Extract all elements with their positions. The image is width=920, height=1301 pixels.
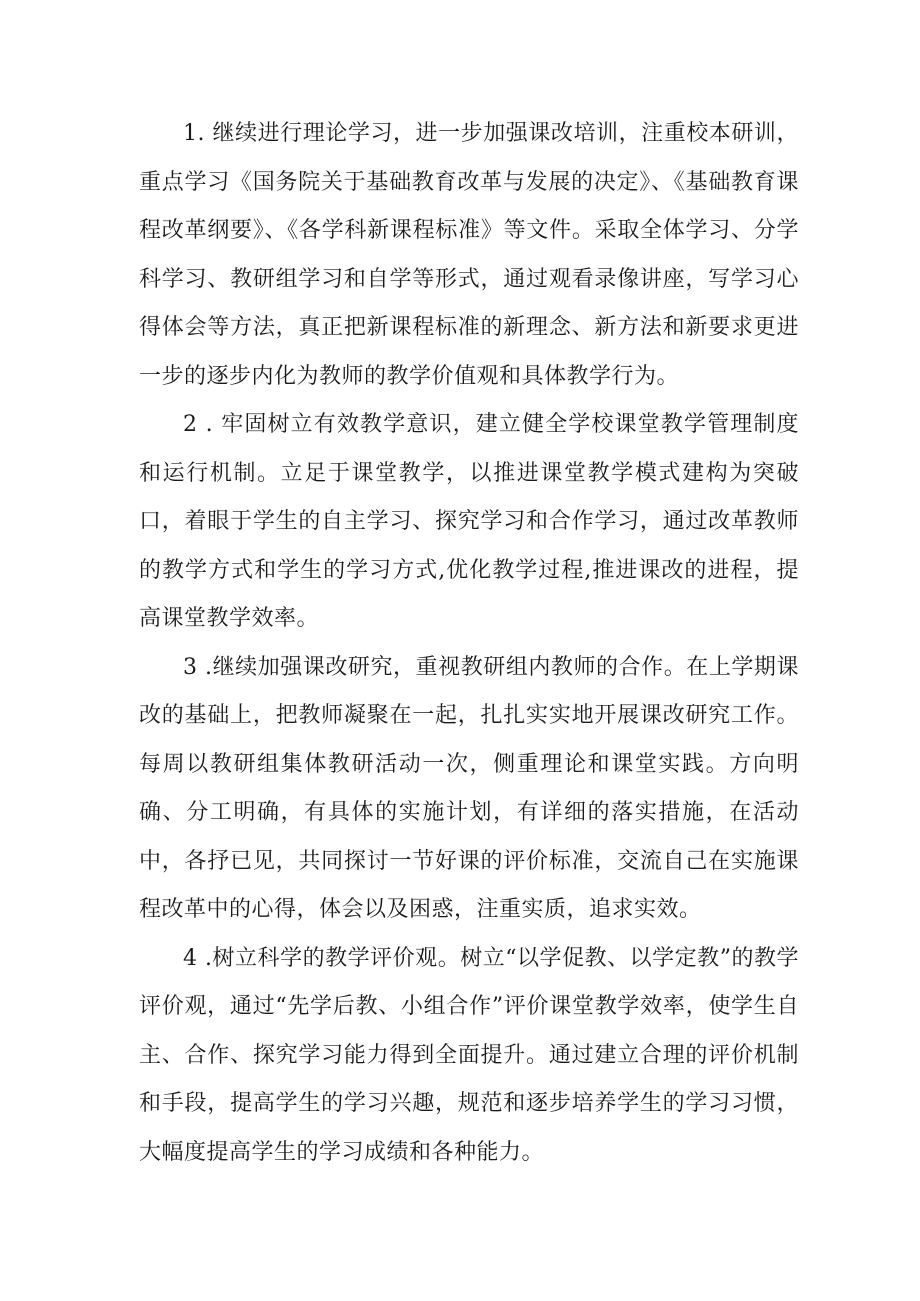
paragraph-1: 1. 继续进行理论学习，进一步加强课改培训，注重校本研训，重点学习《国务院关于基础教育改革与发展的决定》、《基础教育课程改革纲要》、《各学科新课程标准》等文件。采取全体学习、分学科学习、教研组学习和自学等形式，通过观看录像讲座，写学习心得体会等方法，真正把新课程标准的新理念、新方法和新要求更进一步的逐步内化为教师的教学价值观和具体教学行为。 [139,121,799,389]
paragraph-2: 2 . 牢固树立有效教学意识，建立健全学校课堂教学管理制度和运行机制。立足于课堂教学，以推进课堂教学模式建构为突破口，着眼于学生的自主学习、探究学习和合作学习，通过改革教师的教学方式和学生的学习方式,优化教学过程,推进课改的进程，提高课堂教学效率。 [139,412,799,631]
document-body [139,110,799,1177]
paragraph-3: 3 .继续加强课改研究，重视教研组内教师的合作。在上学期课改的基础上，把教师凝聚在一起，扎扎实实地开展课改研究工作。每周以教研组集体教研活动一次，侧重理论和课堂实践。方向明确、分工明确，有具体的实施计划，有详细的落实措施，在活动中，各抒已见，共同探讨一节好课的评价标准，交流自己在实施课程改革中的心得，体会以及困惑，注重实质，追求实效。 [139,654,799,922]
paragraph-4: 4 .树立科学的教学评价观。树立“以学促教、以学定教”的教学评价观，通过“先学后教、小组合作”评价课堂教学效率，使学生自主、合作、探究学习能力得到全面提升。通过建立合理的评价机制和手段，提高学生的学习兴趣，规范和逐步培养学生的学习习惯，大幅度提高学生的学习成绩和各种能力。 [139,945,799,1165]
